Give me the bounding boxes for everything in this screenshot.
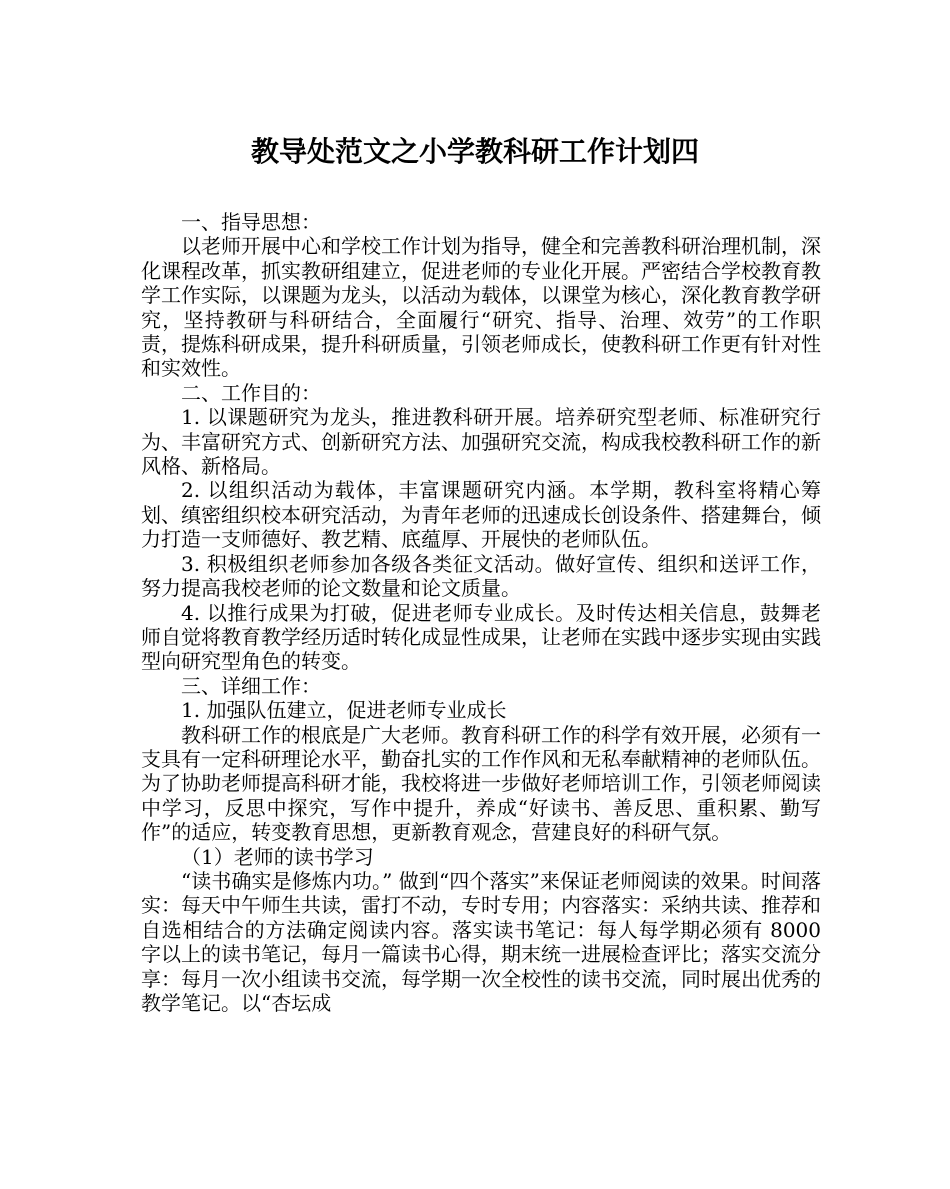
section-heading-guiding-thought: 一、指导思想： [181,210,321,234]
paragraph-teacher-reading: “读书确实是修炼内功。” 做到“四个落实”来保证老师阅读的效果。时间落实：每天中午师生共读，雷打不动，专时专用；内容落实：采纳共读、推荐和自选相结合的方法确定阅读内容。落实读书笔记：每人每学期必须有 8000 字以上的读书笔记，每月一篇读书心得，期末统一进展检查评比；落实交流分享：每月一次小组读书交流，每学期一次全校性的读书交流，同时展出优秀的教学笔记。以“杏坛成 [141,868,821,1015]
paragraph-guiding-thought: 以老师开展中心和学校工作计划为指导，健全和完善教科研治理机制，深化课程改革，抓实教研组建立，促进老师的专业化开展。严密结合学校教育教学工作实际，以课题为龙头，以活动为载体，以课堂为核心，深化教育教学研究，坚持教研与科研结合，全面履行“研究、指导、治理、效劳”的工作职责，提炼科研成果，提升科研质量，引领老师成长，使教科研工作更有针对性和实效性。 [141,234,821,381]
document-body [141,210,821,1015]
goal-item-4: 4. 以推行成果为打破，促进老师专业成长。及时传达相关信息，鼓舞老师自觉将教育教学经历适时转化成显性成果，让老师在实践中逐步实现由实践型向研究型角色的转变。 [141,600,821,674]
document-title: 教导处范文之小学教科研工作计划四 [250,135,699,168]
goal-item-3: 3. 积极组织老师参加各级各类征文活动。做好宣传、组织和送评工作，努力提高我校老师的论文数量和论文质量。 [141,551,821,601]
subheading-team-building: 1. 加强队伍建立，促进老师专业成长 [181,698,507,723]
section-heading-detailed-work: 三、详细工作： [181,673,321,698]
goal-item-2: 2. 以组织活动为载体，丰富课题研究内涵。本学期，教科室将精心筹划、缜密组织校本研究活动，为青年老师的迅速成长创设条件、搭建舞台，倾力打造一支师德好、教艺精、底蕴厚、开展快的老师队伍。 [141,478,821,552]
subheading-teacher-reading: （1）老师的读书学习 [181,844,374,869]
section-heading-work-goals: 二、工作目的： [181,380,321,405]
goal-item-1: 1. 以课题研究为龙头，推进教科研开展。培养研究型老师、标准研究行为、丰富研究方式、创新研究方法、加强研究交流，构成我校教科研工作的新风格、新格局。 [141,405,821,479]
paragraph-team-building: 教科研工作的根底是广大老师。教育科研工作的科学有效开展，必须有一支具有一定科研理论水平，勤奋扎实的工作作风和无私奉献精神的老师队伍。为了协助老师提高科研才能，我校将进一步做好老师培训工作，引领老师阅读中学习，反思中探究，写作中提升，养成“好读书、善反思、重积累、勤写作”的适应，转变教育思想，更新教育观念，营建良好的科研气氛。 [141,722,821,845]
